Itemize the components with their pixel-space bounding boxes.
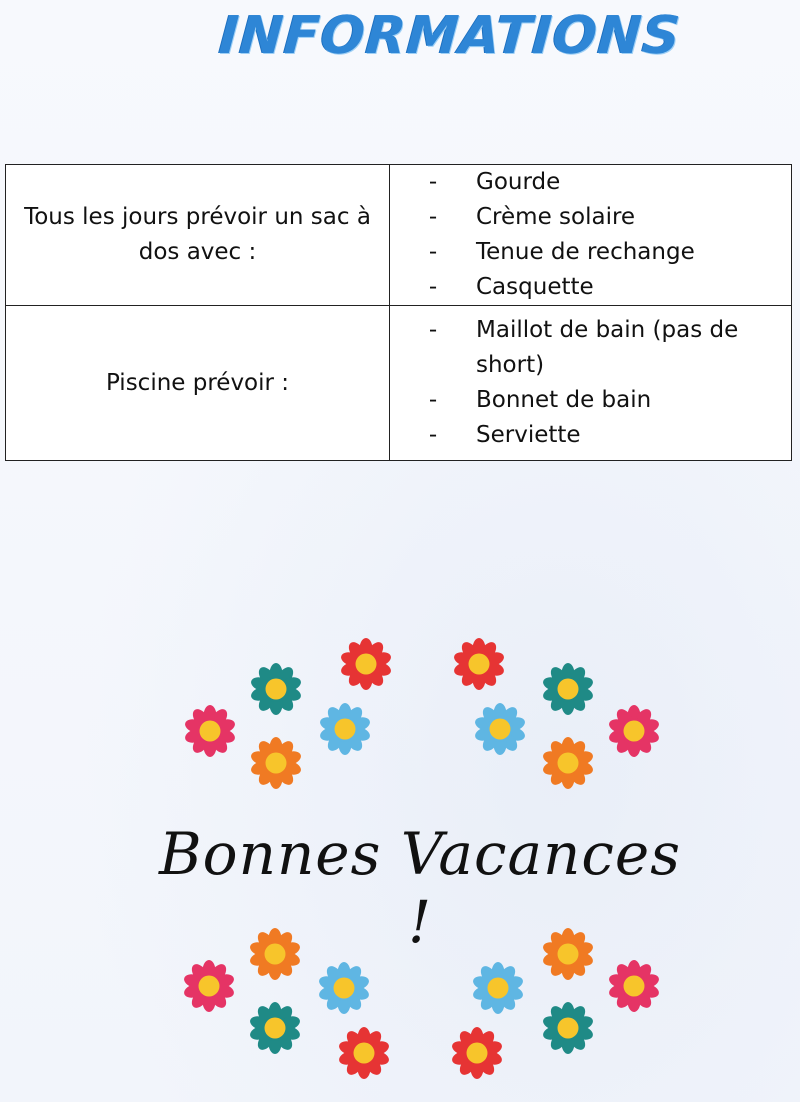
flower-icon (249, 737, 302, 789)
list-item: - Crème solaire (428, 204, 636, 230)
flower-icon (607, 960, 660, 1012)
list-item: - Casquette (428, 274, 594, 300)
flower-icon (541, 1002, 594, 1054)
list-item: - Maillot de bain (pas de short) (428, 317, 739, 378)
flower-icon (182, 960, 235, 1012)
flower-icon (318, 703, 371, 755)
list-item: - Serviette (428, 422, 581, 448)
flower-icon (607, 705, 660, 757)
flower-icon (450, 1027, 503, 1079)
flower-icon (248, 1002, 301, 1054)
flower-icon (183, 705, 236, 757)
greeting-text: Bonnes Vacances ! (159, 820, 681, 956)
flower-icon (339, 638, 392, 690)
flower-icon (471, 962, 524, 1014)
list-item: - Bonnet de bain (428, 387, 652, 413)
flower-icon (317, 962, 370, 1014)
list-item: - Gourde (428, 169, 561, 195)
flower-icon (337, 1027, 390, 1079)
flower-icon (452, 638, 505, 690)
flower-icon (473, 703, 526, 755)
row-label: Tous les jours prévoir un sac à dos avec : (24, 204, 371, 265)
page-title: INFORMATIONS (217, 6, 683, 66)
flower-icon (249, 663, 302, 715)
row-label: Piscine prévoir : (105, 369, 290, 396)
flower-icon (541, 663, 594, 715)
list-item: - Tenue de rechange (428, 239, 695, 265)
flower-icon (541, 737, 594, 789)
